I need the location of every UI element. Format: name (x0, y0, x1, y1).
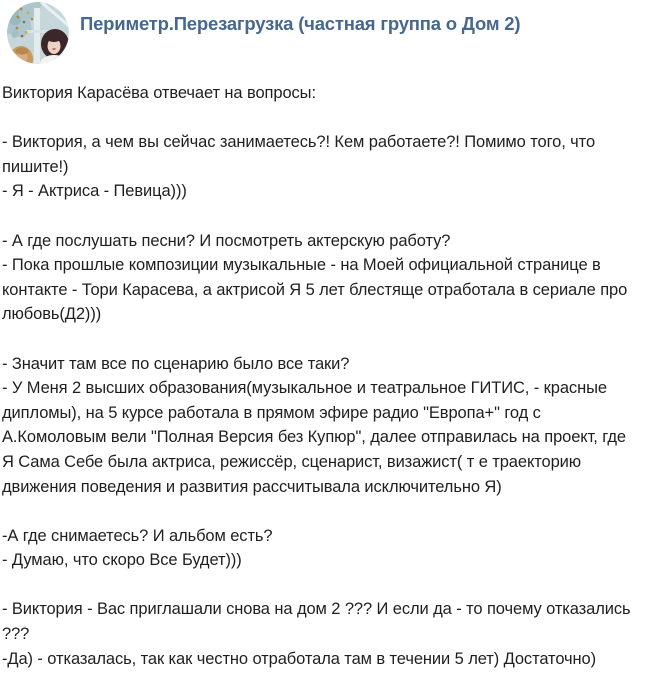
post-blank-line (2, 327, 668, 352)
post-blank-line (2, 573, 668, 598)
post-line: - У Меня 2 высших образования(музыкальное и театральное ГИТИС, - красные (2, 379, 607, 398)
post-line: А.Комоловым вели "Полная Версия без Купюр", далее отправилась на проект, где (2, 428, 626, 447)
post-line: пишите!) (2, 157, 69, 176)
post-line: - Значит там все по сценарию было все таки? (2, 354, 350, 373)
group-avatar[interactable] (7, 2, 69, 64)
post-line: Виктория Карасёва отвечает на вопросы: (2, 84, 316, 102)
post-text (2, 81, 668, 671)
group-name-link[interactable]: Периметр.Перезагрузка (частная группа о Дом 2) (80, 13, 521, 34)
post-blank-line (2, 499, 668, 524)
post-line: любовь(Д2))) (2, 305, 102, 324)
post-line: -А где снимаетесь? И альбом есть? (2, 526, 273, 545)
post-line: -Да) - отказалась, так как честно отработала там в течении 5 лет) Достаточно) (2, 649, 597, 668)
post-line: - А где послушать песни? И посмотреть актерскую работу? (2, 231, 451, 250)
post-line: движения поведения и развития рассчитывала исключительно Я) (2, 477, 502, 496)
post-line: - Пока прошлые композиции музыкальные - на Моей официальной странице в (2, 256, 601, 275)
post-line: Я Сама Себе была актриса, режиссёр, сценарист, визажист( т е траекторию (2, 452, 582, 471)
two-women-photo-icon (7, 2, 69, 64)
post-blank-line (2, 106, 668, 131)
post-line: - Думаю, что скоро Все Будет))) (2, 551, 242, 570)
post-line: - Я - Актриса - Певица))) (2, 182, 187, 201)
post-line: контакте - Тори Карасева, а актрисой Я 5 лет блестяще отработала в сериале про (2, 280, 628, 299)
post-blank-line (2, 204, 668, 229)
post-line: - Виктория - Вас приглашали снова на дом 2 ??? И если да - то почему отказались (2, 600, 631, 619)
post-line: дипломы), на 5 курсе работала в прямом эфире радио "Европа+" год с (2, 403, 541, 422)
post-line: - Виктория, а чем вы сейчас занимаетесь?! Кем работаете?! Помимо того, что (2, 133, 596, 152)
post-line: ??? (2, 625, 30, 644)
